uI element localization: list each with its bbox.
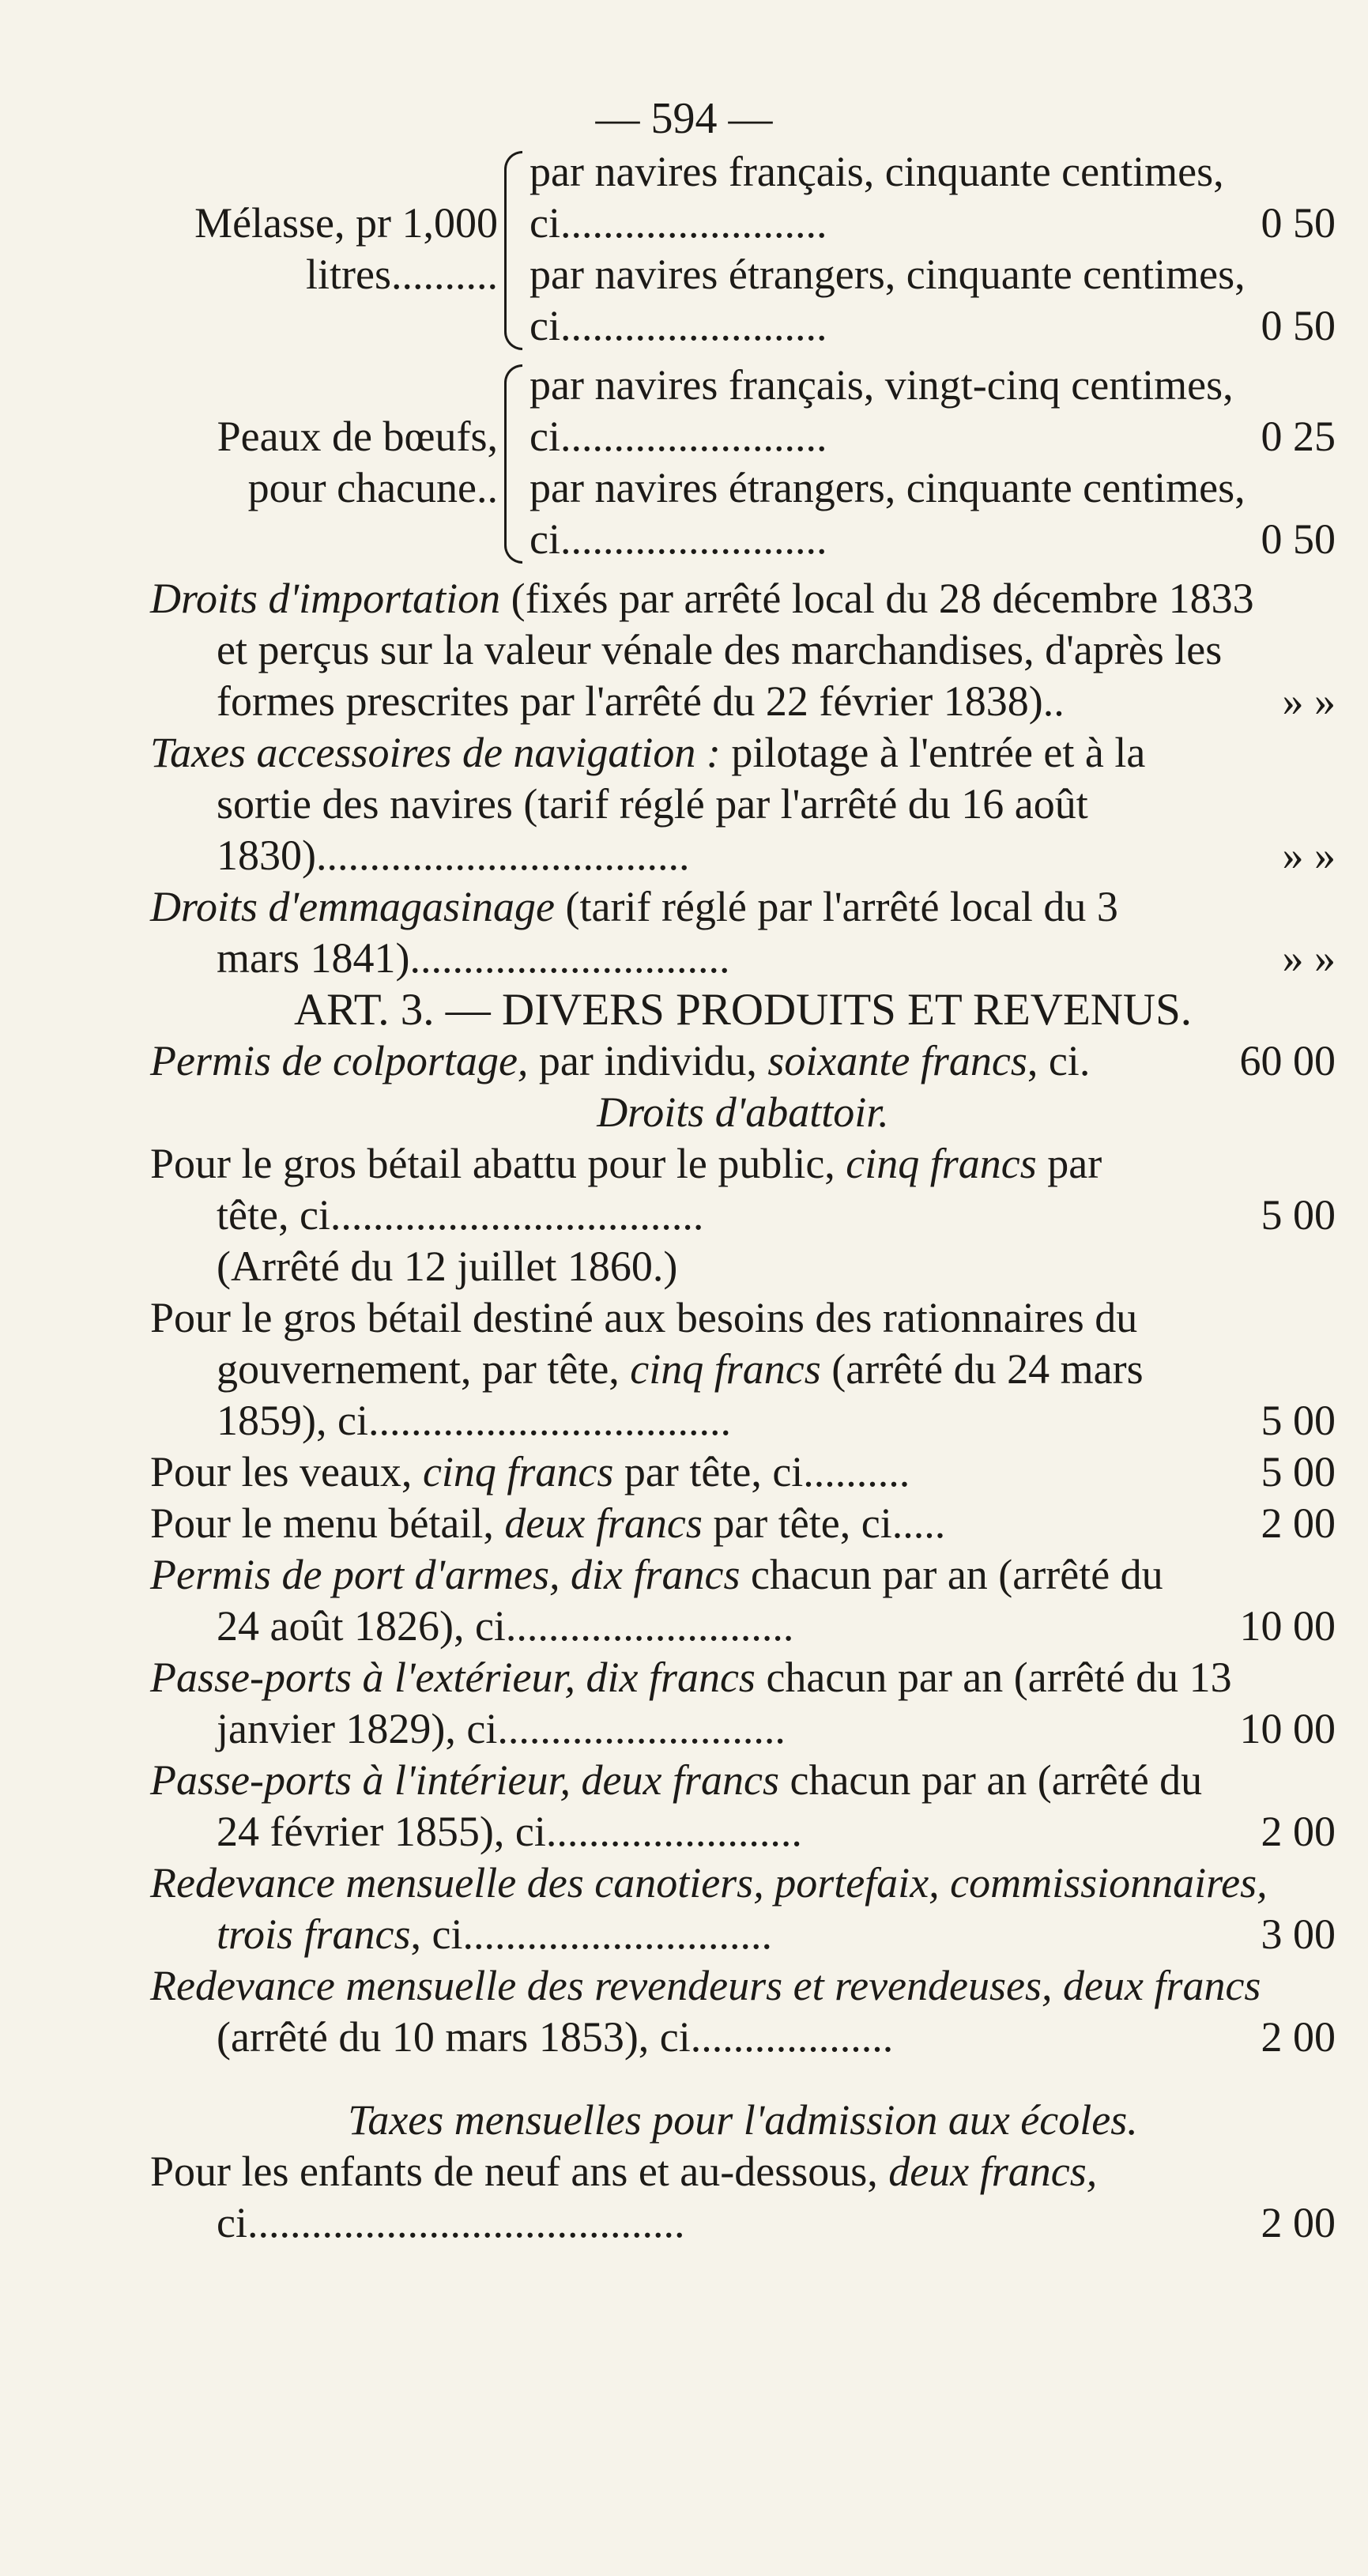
- taxes-navigation-line: sortie des navires (tarif réglé par l'arrêté du 16 août: [217, 780, 1088, 828]
- art3-heading: ART. 3. — DIVERS PRODUITS ET REVENUS.: [293, 985, 1193, 1035]
- peaux-row: par navires étrangers, cinquante centimes,: [529, 464, 1246, 511]
- taxes-navigation-line: Taxes accessoires de navigation : pilotage à l'entrée et à la: [150, 729, 1146, 776]
- gros-betail-gouv-line: Pour le gros bétail destiné aux besoins des rationnaires du: [150, 1294, 1138, 1341]
- enfants-line: Pour les enfants de neuf ans et au-dessous, deux francs,: [150, 2148, 1098, 2195]
- canotiers-line: trois francs, ci............................. 3 00: [217, 1910, 1336, 1958]
- peaux-row: par navires français, vingt-cinq centimes,: [529, 361, 1234, 409]
- brace-icon: [504, 151, 522, 350]
- gros-betail-line: (Arrêté du 12 juillet 1860.): [217, 1243, 678, 1290]
- melasse-row: par navires étrangers, cinquante centimes,: [529, 251, 1246, 298]
- revendeurs-line: Redevance mensuelle des revendeurs et revendeuses, deux francs: [150, 1962, 1261, 2009]
- passe-ext-line: janvier 1829), ci........................... 10 00: [217, 1705, 1336, 1752]
- page-number: — 594 —: [595, 94, 773, 143]
- port-armes-line: 24 août 1826), ci........................... 10 00: [217, 1602, 1336, 1650]
- peaux-label-1: Peaux de bœufs,: [217, 413, 498, 460]
- revendeurs-line: (arrêté du 10 mars 1853), ci................... 2 00: [217, 2013, 1336, 2061]
- droits-importation-line: et perçus sur la valeur vénale des marchandises, d'après les: [217, 626, 1223, 673]
- melasse-label-2: litres..........: [306, 251, 498, 298]
- droits-importation-line: Droits d'importation (fixés par arrêté local du 28 décembre 1833: [150, 575, 1254, 622]
- veaux-line: Pour les veaux, cinq francs par tête, ci.......... 5 00: [150, 1448, 1336, 1495]
- taxes-navigation-line: 1830)................................... » »: [217, 832, 1336, 879]
- peaux-row: ci......................... 0 50: [529, 515, 1336, 563]
- port-armes-line: Permis de port d'armes, dix francs chacun par an (arrêté du: [150, 1551, 1163, 1598]
- abattoir-heading: Droits d'abattoir.: [597, 1088, 889, 1136]
- droits-emmagasinage-line: Droits d'emmagasinage (tarif réglé par l'arrêté local du 3: [150, 883, 1118, 930]
- peaux-label-2: pour chacune..: [247, 464, 498, 511]
- permis-colportage-line: Permis de colportage, par individu, soixante francs, ci. 60 00: [150, 1037, 1336, 1084]
- canotiers-line: Redevance mensuelle des canotiers, portefaix, commissionnaires,: [150, 1859, 1268, 1907]
- droits-emmagasinage-line: mars 1841).............................. » »: [217, 934, 1336, 982]
- main-text: [150, 573, 1336, 2249]
- gros-betail-line: tête, ci................................... 5 00: [217, 1191, 1336, 1239]
- gros-betail-gouv-line: 1859), ci.................................. 5 00: [217, 1397, 1336, 1444]
- melasse-row: par navires français, cinquante centimes,: [529, 148, 1224, 195]
- ecoles-heading: Taxes mensuelles pour l'admission aux écoles.: [348, 2096, 1138, 2144]
- brace-icon: [504, 364, 522, 564]
- melasse-label-1: Mélasse, pr 1,000: [194, 199, 498, 247]
- menu-betail-line: Pour le menu bétail, deux francs par tête, ci..... 2 00: [150, 1499, 1336, 1547]
- melasse-row: ci......................... 0 50: [529, 302, 1336, 349]
- melasse-row: ci......................... 0 50: [529, 199, 1336, 247]
- passe-ext-line: Passe-ports à l'extérieur, dix francs chacun par an (arrêté du 13: [150, 1654, 1232, 1701]
- passe-int-line: Passe-ports à l'intérieur, deux francs chacun par an (arrêté du: [150, 1756, 1203, 1804]
- peaux-row: ci......................... 0 25: [529, 413, 1336, 460]
- droits-importation-line: formes prescrites par l'arrêté du 22 février 1838).. » »: [217, 677, 1336, 725]
- passe-int-line: 24 février 1855), ci........................ 2 00: [217, 1808, 1336, 1855]
- gros-betail-gouv-line: gouvernement, par tête, cinq francs (arrêté du 24 mars: [217, 1345, 1144, 1393]
- gros-betail-line: Pour le gros bétail abattu pour le public, cinq francs par: [150, 1140, 1102, 1187]
- enfants-line: ci......................................... 2 00: [217, 2199, 1336, 2246]
